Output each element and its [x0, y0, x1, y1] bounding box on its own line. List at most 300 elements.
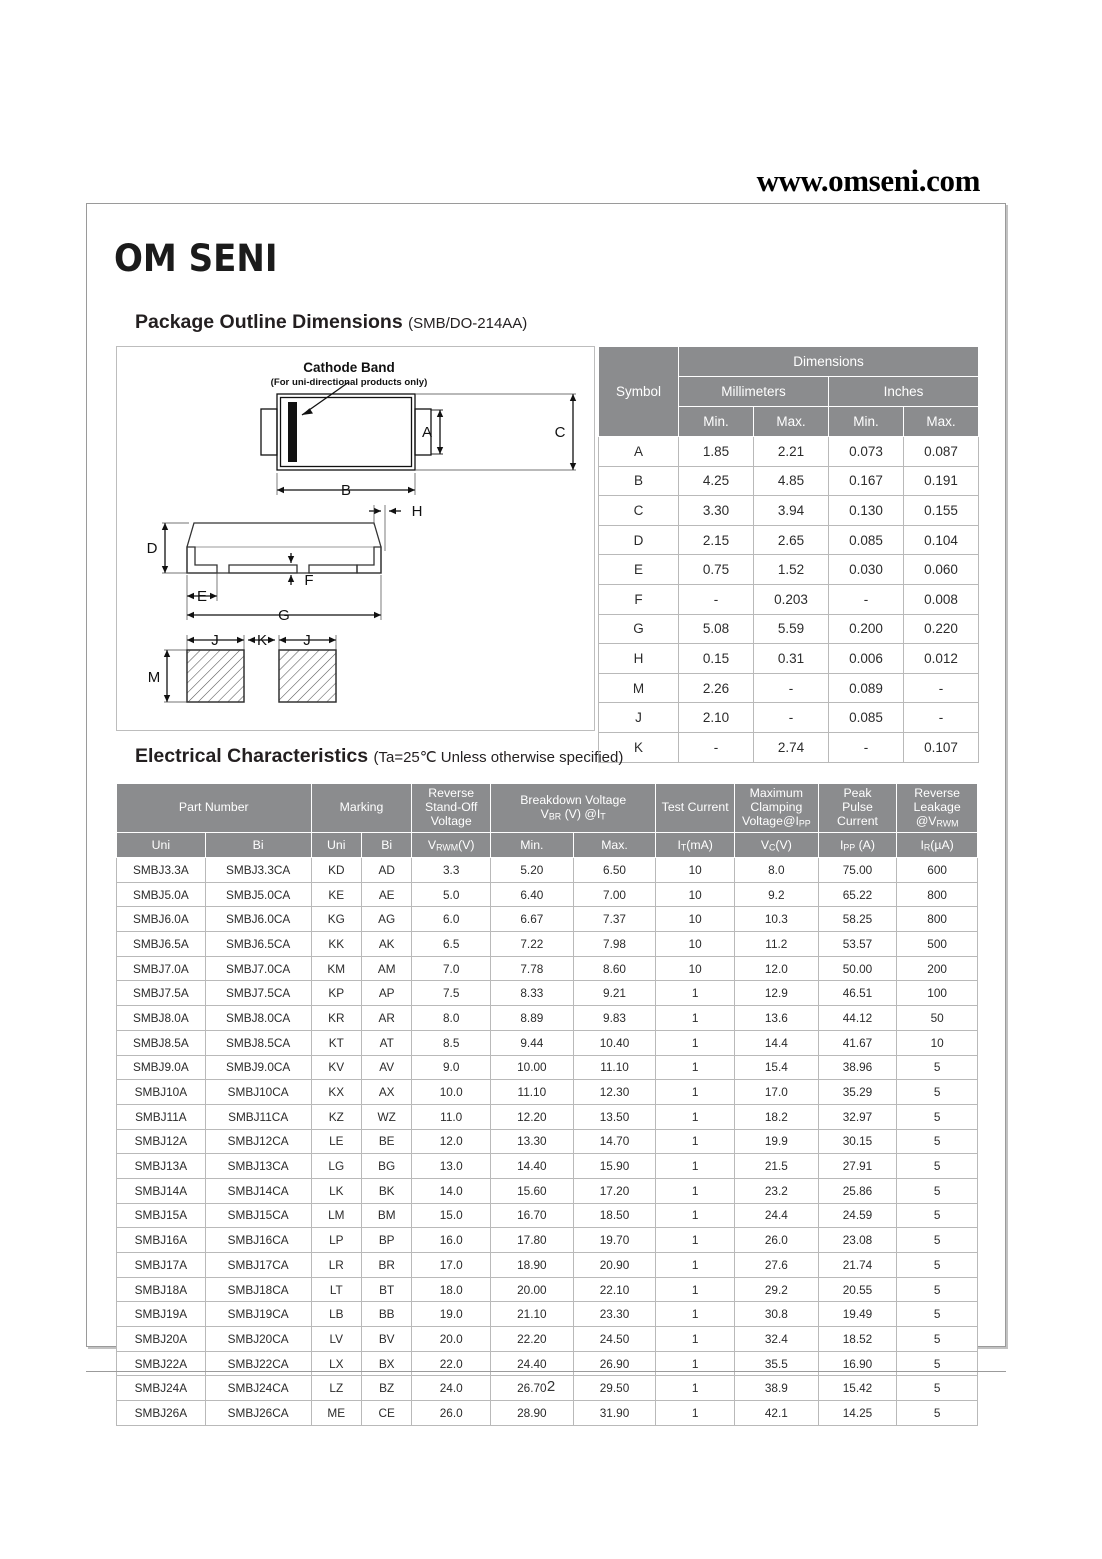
dim-cell-mm-max: -: [754, 703, 829, 733]
dim-header-mm-max: Max.: [754, 407, 829, 437]
ec-cell: 19.49: [818, 1302, 897, 1327]
ec-cell: BM: [361, 1203, 411, 1228]
ec-cell: 12.20: [491, 1104, 574, 1129]
ec-cell: BP: [361, 1228, 411, 1253]
ec-cell: 6.50: [573, 858, 656, 883]
dim-label-C: C: [554, 424, 566, 441]
electrical-row: [117, 1253, 978, 1278]
ec-cell: 1: [656, 1203, 735, 1228]
ec-subheader-vrwm: [412, 833, 491, 858]
ec-cell: SMBJ20A: [117, 1327, 206, 1352]
ec-subheader-bv-min: Min.: [491, 833, 574, 858]
ec-cl-text: Voltage@I: [741, 813, 799, 828]
dim-cell-mm-max: 1.52: [754, 555, 829, 585]
ec-cell: 12.0: [734, 956, 818, 981]
ec-header-pp-line3: Current: [836, 813, 878, 828]
ec-cell: SMBJ8.5A: [117, 1030, 206, 1055]
dim-label-H: H: [411, 503, 423, 520]
ec-cell: SMBJ16CA: [205, 1228, 311, 1253]
dim-label-M: M: [147, 669, 161, 686]
ec-cell: 18.50: [573, 1203, 656, 1228]
dim-cell-in-max: 0.155: [904, 496, 979, 526]
dim-cell-mm-min: 2.26: [679, 673, 754, 703]
ec-cell: SMBJ7.0A: [117, 956, 206, 981]
dim-cell-in-min: -: [829, 584, 904, 614]
ec-cell: LP: [311, 1228, 361, 1253]
ec-cell: SMBJ19CA: [205, 1302, 311, 1327]
ec-cell: SMBJ24A: [117, 1376, 206, 1401]
ec-cell: 800: [897, 882, 978, 907]
ec-cell: 9.21: [573, 981, 656, 1006]
ec-header-cl-line1: Maximum: [749, 785, 803, 800]
ec-cell: 31.90: [573, 1401, 656, 1426]
ec-cell: SMBJ11A: [117, 1104, 206, 1129]
ec-cell: 6.40: [491, 882, 574, 907]
ec-header-bv-line1: Breakdown Voltage: [520, 792, 627, 807]
ec-cell: 24.50: [573, 1327, 656, 1352]
ec-cell: 14.70: [573, 1129, 656, 1154]
electrical-row: [117, 981, 978, 1006]
ec-cell: 22.10: [573, 1277, 656, 1302]
ec-ipp-post: (A): [855, 837, 875, 852]
ec-cell: 11.10: [573, 1055, 656, 1080]
ec-cell: 1: [656, 981, 735, 1006]
ec-header-pp-line2: Pulse: [842, 800, 873, 815]
ec-cell: 1: [656, 1327, 735, 1352]
package-outline-drawing: [116, 346, 595, 731]
ec-cell: KX: [311, 1080, 361, 1105]
ec-header-reverse-leakage: [897, 784, 978, 833]
ec-cell: 15.90: [573, 1154, 656, 1179]
ec-cell: 15.0: [412, 1203, 491, 1228]
ec-cell: 10: [656, 858, 735, 883]
ec-cell: 1: [656, 1104, 735, 1129]
ec-cell: SMBJ7.5CA: [205, 981, 311, 1006]
ec-cell: 14.40: [491, 1154, 574, 1179]
ec-vc-sub: C: [769, 842, 776, 853]
ec-cell: KT: [311, 1030, 361, 1055]
ec-cell: SMBJ17CA: [205, 1253, 311, 1278]
dim-header-symbol: Symbol: [599, 347, 679, 437]
dimensions-table: [598, 346, 979, 763]
ec-cell: 18.0: [412, 1277, 491, 1302]
ec-subheader-mark-bi: Bi: [361, 833, 411, 858]
ec-header-rs-line2: Stand-Off: [425, 800, 478, 815]
ec-ipp-sub: PP: [843, 842, 856, 853]
ec-cell: 3.3: [412, 858, 491, 883]
ec-cell: 10: [656, 907, 735, 932]
ec-cell: 42.1: [734, 1401, 818, 1426]
ec-cell: SMBJ12A: [117, 1129, 206, 1154]
ec-cell: 41.67: [818, 1030, 897, 1055]
ec-cell: 9.0: [412, 1055, 491, 1080]
ec-cell: 18.52: [818, 1327, 897, 1352]
ec-cell: 17.0: [734, 1080, 818, 1105]
ec-ir-pre: I: [920, 837, 924, 852]
ec-cell: 58.25: [818, 907, 897, 932]
ec-cell: 22.0: [412, 1351, 491, 1376]
ec-cell: 75.00: [818, 858, 897, 883]
ec-subheader-part-uni: Uni: [117, 833, 206, 858]
ec-cell: LX: [311, 1351, 361, 1376]
ec-cell: 35.5: [734, 1351, 818, 1376]
dim-cell-in-min: -: [829, 732, 904, 762]
ec-cell: 13.50: [573, 1104, 656, 1129]
dim-cell-mm-min: -: [679, 584, 754, 614]
ec-ipp-pre: I: [839, 837, 844, 852]
ec-header-breakdown-voltage: [491, 784, 656, 833]
ec-cell: 7.37: [573, 907, 656, 932]
ec-cell: 53.57: [818, 932, 897, 957]
ec-cell: LT: [311, 1277, 361, 1302]
ec-cell: 5: [897, 1203, 978, 1228]
ec-bv-post: (V) @I: [561, 806, 601, 821]
package-section-title-text: Package Outline Dimensions: [135, 311, 403, 333]
ec-cell: 1: [656, 1401, 735, 1426]
ec-cell: 24.0: [412, 1376, 491, 1401]
ec-cell: LB: [311, 1302, 361, 1327]
ec-cell: 7.78: [491, 956, 574, 981]
ec-cell: 7.22: [491, 932, 574, 957]
ec-cell: 7.5: [412, 981, 491, 1006]
ec-vrwm-sub: RWM: [436, 842, 459, 853]
ec-cell: LK: [311, 1178, 361, 1203]
dim-cell-mm-min: 0.75: [679, 555, 754, 585]
dim-cell-in-max: 0.060: [904, 555, 979, 585]
package-drawing-svg: [117, 347, 594, 730]
ec-cell: 26.0: [412, 1401, 491, 1426]
ec-cell: 12.9: [734, 981, 818, 1006]
dim-cell-mm-min: 2.15: [679, 525, 754, 555]
dim-header-inches: Inches: [829, 377, 979, 407]
dim-cell-in-max: -: [904, 673, 979, 703]
ec-rl-text: @V: [915, 813, 937, 828]
ec-cell: 10.00: [491, 1055, 574, 1080]
ec-header-cl-line3: [742, 814, 811, 828]
ec-cell: BT: [361, 1277, 411, 1302]
ec-cell: SMBJ6.0CA: [205, 907, 311, 932]
ec-cell: 12.0: [412, 1129, 491, 1154]
dim-cell-symbol: A: [599, 437, 679, 467]
ec-cell: BV: [361, 1327, 411, 1352]
ec-cell: 20.55: [818, 1277, 897, 1302]
dim-cell-in-min: 0.006: [829, 644, 904, 674]
ec-cell: 5: [897, 1228, 978, 1253]
ec-cell: AD: [361, 858, 411, 883]
ec-vc-post: (V): [775, 837, 792, 852]
electrical-row: [117, 1080, 978, 1105]
ec-cell: 5: [897, 1080, 978, 1105]
dimensions-row: [599, 673, 979, 703]
ec-cell: 10.40: [573, 1030, 656, 1055]
ec-cell: 16.90: [818, 1351, 897, 1376]
ec-cell: CE: [361, 1401, 411, 1426]
ec-cell: SMBJ14CA: [205, 1178, 311, 1203]
ec-it-sub: T: [680, 842, 687, 853]
ec-cell: SMBJ7.0CA: [205, 956, 311, 981]
electrical-row: [117, 1327, 978, 1352]
ec-cell: 21.5: [734, 1154, 818, 1179]
ec-cell: 8.60: [573, 956, 656, 981]
ec-cell: KZ: [311, 1104, 361, 1129]
dim-cell-mm-max: 5.59: [754, 614, 829, 644]
ec-cell: 17.0: [412, 1253, 491, 1278]
dim-label-K: K: [256, 632, 268, 649]
dimensions-row: [599, 555, 979, 585]
ec-cell: SMBJ6.5A: [117, 932, 206, 957]
dim-cell-symbol: J: [599, 703, 679, 733]
dim-cell-symbol: B: [599, 466, 679, 496]
ec-cell: 5: [897, 1401, 978, 1426]
ec-cell: LG: [311, 1154, 361, 1179]
electrical-row: [117, 1129, 978, 1154]
electrical-row: [117, 956, 978, 981]
electrical-section-subtitle: (Ta=25℃ Unless otherwise specified): [373, 749, 624, 766]
ec-cell: 1: [656, 1302, 735, 1327]
ec-cell: KM: [311, 956, 361, 981]
ec-cell: KD: [311, 858, 361, 883]
dim-cell-mm-min: 4.25: [679, 466, 754, 496]
dim-cell-mm-min: 5.08: [679, 614, 754, 644]
ec-cell: LV: [311, 1327, 361, 1352]
ec-ir-post: (µA): [930, 837, 954, 852]
ec-cell: 44.12: [818, 1006, 897, 1031]
ec-cell: SMBJ9.0A: [117, 1055, 206, 1080]
package-section-title: [135, 311, 527, 334]
ec-header-marking: Marking: [311, 784, 412, 833]
ec-cell: 1: [656, 1154, 735, 1179]
ec-cell: SMBJ7.5A: [117, 981, 206, 1006]
electrical-row: [117, 882, 978, 907]
ec-cell: SMBJ18A: [117, 1277, 206, 1302]
ec-cell: 5: [897, 1277, 978, 1302]
ec-cell: SMBJ8.0A: [117, 1006, 206, 1031]
ec-cell: 27.6: [734, 1253, 818, 1278]
ec-cell: 29.50: [573, 1376, 656, 1401]
dim-label-A: A: [421, 424, 433, 441]
dim-cell-mm-min: 1.85: [679, 437, 754, 467]
ec-cell: 1: [656, 1351, 735, 1376]
ec-cell: KV: [311, 1055, 361, 1080]
ec-header-rl-line2: Leakage: [913, 799, 961, 814]
dim-cell-in-min: 0.085: [829, 525, 904, 555]
ec-cell: 600: [897, 858, 978, 883]
electrical-row: [117, 1277, 978, 1302]
electrical-row: [117, 932, 978, 957]
ec-cell: 20.90: [573, 1253, 656, 1278]
dim-cell-symbol: F: [599, 584, 679, 614]
electrical-row: [117, 1203, 978, 1228]
ec-cell: 10: [656, 882, 735, 907]
dim-label-B: B: [340, 482, 352, 499]
electrical-row: [117, 1154, 978, 1179]
ec-vc-pre: V: [760, 837, 770, 852]
ec-cell: 5.20: [491, 858, 574, 883]
dim-cell-in-max: 0.012: [904, 644, 979, 674]
ec-cell: 1: [656, 1030, 735, 1055]
ec-cell: SMBJ16A: [117, 1228, 206, 1253]
ec-cell: 5: [897, 1104, 978, 1129]
dim-cell-mm-max: 0.31: [754, 644, 829, 674]
ec-cell: SMBJ10A: [117, 1080, 206, 1105]
dim-cell-mm-max: 2.21: [754, 437, 829, 467]
ec-cell: SMBJ14A: [117, 1178, 206, 1203]
ec-subheader-ir: [897, 833, 978, 858]
ec-cell: 19.70: [573, 1228, 656, 1253]
ec-cell: 20.0: [412, 1327, 491, 1352]
ec-cell: 5: [897, 1253, 978, 1278]
ec-cell: SMBJ26A: [117, 1401, 206, 1426]
dim-cell-mm-min: -: [679, 732, 754, 762]
ec-cell: 24.59: [818, 1203, 897, 1228]
ec-cell: 5: [897, 1178, 978, 1203]
dim-header-mm-min: Min.: [679, 407, 754, 437]
ec-header-peak-pulse-current: [818, 784, 897, 833]
dim-cell-in-max: 0.104: [904, 525, 979, 555]
dimensions-row: [599, 703, 979, 733]
dim-cell-in-min: 0.167: [829, 466, 904, 496]
ec-cell: 19.0: [412, 1302, 491, 1327]
ec-cell: SMBJ24CA: [205, 1376, 311, 1401]
dim-label-E: E: [196, 588, 208, 605]
electrical-row: [117, 1228, 978, 1253]
electrical-row: [117, 858, 978, 883]
dim-cell-mm-max: 2.74: [754, 732, 829, 762]
dim-cell-in-min: 0.073: [829, 437, 904, 467]
ec-cell: 23.30: [573, 1302, 656, 1327]
ec-cell: 15.4: [734, 1055, 818, 1080]
ec-cell: 17.80: [491, 1228, 574, 1253]
ec-cell: AE: [361, 882, 411, 907]
electrical-row: [117, 907, 978, 932]
ec-cell: 5: [897, 1055, 978, 1080]
dim-cell-in-max: 0.220: [904, 614, 979, 644]
ec-header-test-current: Test Current: [656, 784, 735, 833]
ec-cell: 7.00: [573, 882, 656, 907]
dimensions-row: [599, 584, 979, 614]
ec-cell: 5: [897, 1327, 978, 1352]
ec-cell: 8.0: [412, 1006, 491, 1031]
ec-cell: SMBJ26CA: [205, 1401, 311, 1426]
electrical-row: [117, 1302, 978, 1327]
ec-cell: 30.8: [734, 1302, 818, 1327]
ec-subheader-bv-max: Max.: [573, 833, 656, 858]
ec-cell: 6.0: [412, 907, 491, 932]
dim-cell-symbol: D: [599, 525, 679, 555]
ec-cell: 15.42: [818, 1376, 897, 1401]
ec-cell: KR: [311, 1006, 361, 1031]
ec-cell: AV: [361, 1055, 411, 1080]
ec-cell: 5: [897, 1376, 978, 1401]
ec-cell: AM: [361, 956, 411, 981]
ec-cell: 200: [897, 956, 978, 981]
ec-cell: 1: [656, 1277, 735, 1302]
ec-cell: 8.89: [491, 1006, 574, 1031]
dim-cell-mm-max: 0.203: [754, 584, 829, 614]
ec-it-pre: I: [677, 837, 681, 852]
ec-cell: 16.70: [491, 1203, 574, 1228]
ec-cl-sub: PP: [798, 818, 811, 829]
ec-cell: 8.33: [491, 981, 574, 1006]
ec-cell: 11.2: [734, 932, 818, 957]
ec-header-part-number: Part Number: [117, 784, 312, 833]
dim-header-millimeters: Millimeters: [679, 377, 829, 407]
ec-cell: 1: [656, 1080, 735, 1105]
dimensions-row: [599, 496, 979, 526]
ec-cell: 10: [897, 1030, 978, 1055]
electrical-section-title-text: Electrical Characteristics: [135, 745, 369, 767]
dim-cell-in-max: 0.008: [904, 584, 979, 614]
ec-cell: 18.2: [734, 1104, 818, 1129]
ec-cell: 21.10: [491, 1302, 574, 1327]
ec-cell: 17.20: [573, 1178, 656, 1203]
ec-cell: 8.5: [412, 1030, 491, 1055]
dimensions-row: [599, 614, 979, 644]
ec-header-cl-line2: Clamping: [750, 799, 803, 814]
ec-header-reverse-standoff: [412, 784, 491, 833]
electrical-row: [117, 1104, 978, 1129]
footer-divider: [86, 1371, 1006, 1372]
ec-cell: 32.4: [734, 1327, 818, 1352]
ec-cell: 21.74: [818, 1253, 897, 1278]
ec-bv-sub2: T: [600, 811, 606, 822]
ec-cell: 5: [897, 1154, 978, 1179]
dimensions-row: [599, 437, 979, 467]
dim-cell-mm-min: 0.15: [679, 644, 754, 674]
dim-cell-symbol: K: [599, 732, 679, 762]
ec-cell: 12.30: [573, 1080, 656, 1105]
dimensions-row: [599, 732, 979, 762]
dim-cell-symbol: M: [599, 673, 679, 703]
dim-label-F: F: [304, 572, 314, 589]
ec-cell: 13.0: [412, 1154, 491, 1179]
ec-cell: 5: [897, 1351, 978, 1376]
ec-cell: AK: [361, 932, 411, 957]
electrical-row: [117, 1006, 978, 1031]
ec-cell: 24.40: [491, 1351, 574, 1376]
ec-cell: SMBJ5.0A: [117, 882, 206, 907]
ec-cell: SMBJ13A: [117, 1154, 206, 1179]
ec-cell: 9.83: [573, 1006, 656, 1031]
dim-cell-mm-min: 2.10: [679, 703, 754, 733]
dim-cell-in-max: -: [904, 703, 979, 733]
ec-cell: 5: [897, 1129, 978, 1154]
dim-cell-mm-max: 2.65: [754, 525, 829, 555]
ec-cell: SMBJ3.3A: [117, 858, 206, 883]
dim-cell-in-max: 0.107: [904, 732, 979, 762]
ec-cell: KE: [311, 882, 361, 907]
pad-right: [279, 650, 336, 702]
ec-cell: SMBJ5.0CA: [205, 882, 311, 907]
ec-ir-sub: R: [923, 842, 931, 853]
dim-label-G: G: [278, 607, 290, 624]
dim-cell-mm-max: 3.94: [754, 496, 829, 526]
ec-cell: 46.51: [818, 981, 897, 1006]
dim-label-J-right: J: [303, 632, 311, 649]
ec-cell: SMBJ6.0A: [117, 907, 206, 932]
ec-cell: ME: [311, 1401, 361, 1426]
ec-cell: LZ: [311, 1376, 361, 1401]
ec-cell: 1: [656, 1253, 735, 1278]
ec-cell: SMBJ12CA: [205, 1129, 311, 1154]
electrical-section-title: [135, 745, 623, 768]
dimensions-row: [599, 525, 979, 555]
ec-cell: 14.25: [818, 1401, 897, 1426]
ec-cell: KG: [311, 907, 361, 932]
package-section-subtitle: (SMB/DO-214AA): [408, 315, 528, 332]
electrical-row: [117, 1055, 978, 1080]
ec-cell: SMBJ17A: [117, 1253, 206, 1278]
